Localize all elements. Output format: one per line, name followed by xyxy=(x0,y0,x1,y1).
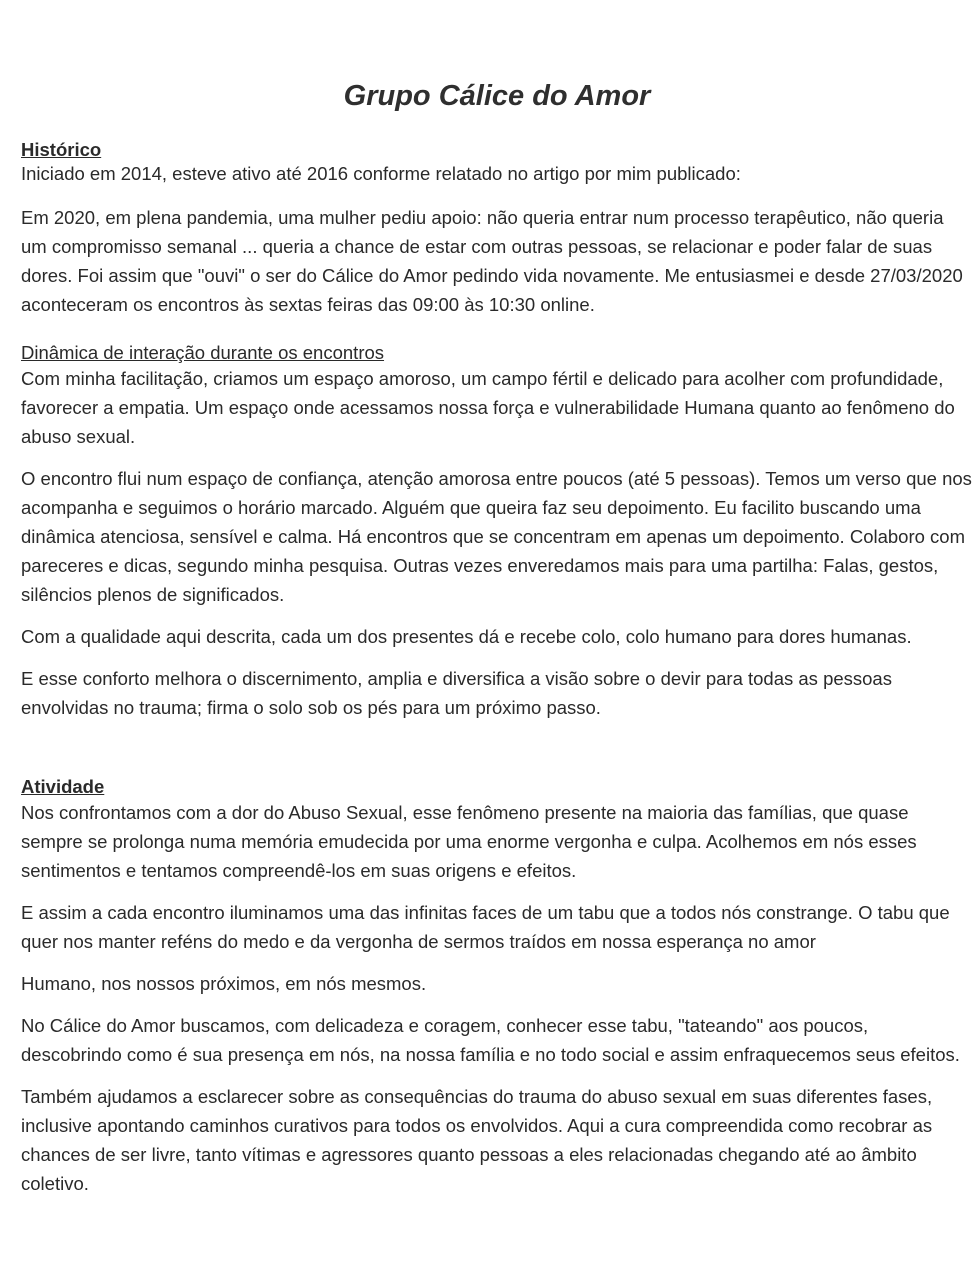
paragraph: No Cálice do Amor buscamos, com delicadeza e coragem, conhecer esse tabu, "tateando" aos poucos, descobrindo como é sua presença em nós, na nossa família e no todo social e assim enfraquecemos seus efeitos. xyxy=(21,1015,960,1065)
paragraph: E esse conforto melhora o discernimento, amplia e diversifica a visão sobre o devir para todas as pessoas envolvidas no trauma; firma o solo sob os pés para um próximo passo. xyxy=(21,668,892,718)
section-heading-historico: Histórico xyxy=(21,139,102,160)
section-atividade xyxy=(21,776,973,1211)
page-title: Grupo Cálice do Amor xyxy=(343,80,651,112)
paragraph: Humano, nos nossos próximos, em nós mesmos. xyxy=(21,973,427,994)
paragraph: O encontro flui num espaço de confiança, atenção amorosa entre poucos (até 5 pessoas). Temos um verso que nos acompanha e seguimos o horário marcado. Alguém que queira faz seu depoimento. Eu facilito buscando uma dinâmica atenciosa, sensível e calma. Há encontros que se concentram em apenas um depoimento. Colaboro com pareceres e dicas, segundo minha pesquisa. Outras vezes enveredamos mais para uma partilha: Falas, gestos, silêncios plenos de significados. xyxy=(21,468,972,605)
paragraph: Nos confrontamos com a dor do Abuso Sexual, esse fenômeno presente na maioria das famílias, que quase sempre se prolonga numa memória emudecida por uma enorme vergonha e culpa. Acolhemos em nós esses sentimentos e tentamos compreendê-los em suas origens e efeitos. xyxy=(21,802,917,881)
paragraph: Com a qualidade aqui descrita, cada um dos presentes dá e recebe colo, colo humano para dores humanas. xyxy=(21,626,912,647)
paragraph: Iniciado em 2014, esteve ativo até 2016 conforme relatado no artigo por mim publicado: xyxy=(21,163,741,184)
paragraph: Também ajudamos a esclarecer sobre as consequências do trauma do abuso sexual em suas diferentes fases, inclusive apontando caminhos curativos para todos os envolvidos. Aqui a cura compreendida como recobrar as chances de ser livre, tanto vítimas e agressores quanto pessoas a eles relacionadas chegando até ao âmbito coletivo. xyxy=(21,1086,933,1194)
section-dinamica xyxy=(21,342,973,735)
paragraph: E assim a cada encontro iluminamos uma das infinitas faces de um tabu que a todos nós constrange. O tabu que quer nos manter reféns do medo e da vergonha de sermos traídos em nossa esperança no amor xyxy=(21,902,950,952)
section-historico xyxy=(21,139,973,332)
section-heading-dinamica: Dinâmica de interação durante os encontros xyxy=(21,342,385,363)
section-heading-atividade: Atividade xyxy=(21,776,105,797)
paragraph: Com minha facilitação, criamos um espaço amoroso, um campo fértil e delicado para acolher com profundidade, favorecer a empatia. Um espaço onde acessamos nossa força e vulnerabilidade Humana quanto ao fenômeno do abuso sexual. xyxy=(21,368,955,447)
paragraph: Em 2020, em plena pandemia, uma mulher pediu apoio: não queria entrar num processo terapêutico, não queria um compromisso semanal ... queria a chance de estar com outras pessoas, se relacionar e poder falar de suas dores. Foi assim que "ouvi" o ser do Cálice do Amor pedindo vida novamente. Me entusiasmei e desde 27/03/2020 aconteceram os encontros às sextas feiras das 09:00 às 10:30 online. xyxy=(21,207,963,315)
